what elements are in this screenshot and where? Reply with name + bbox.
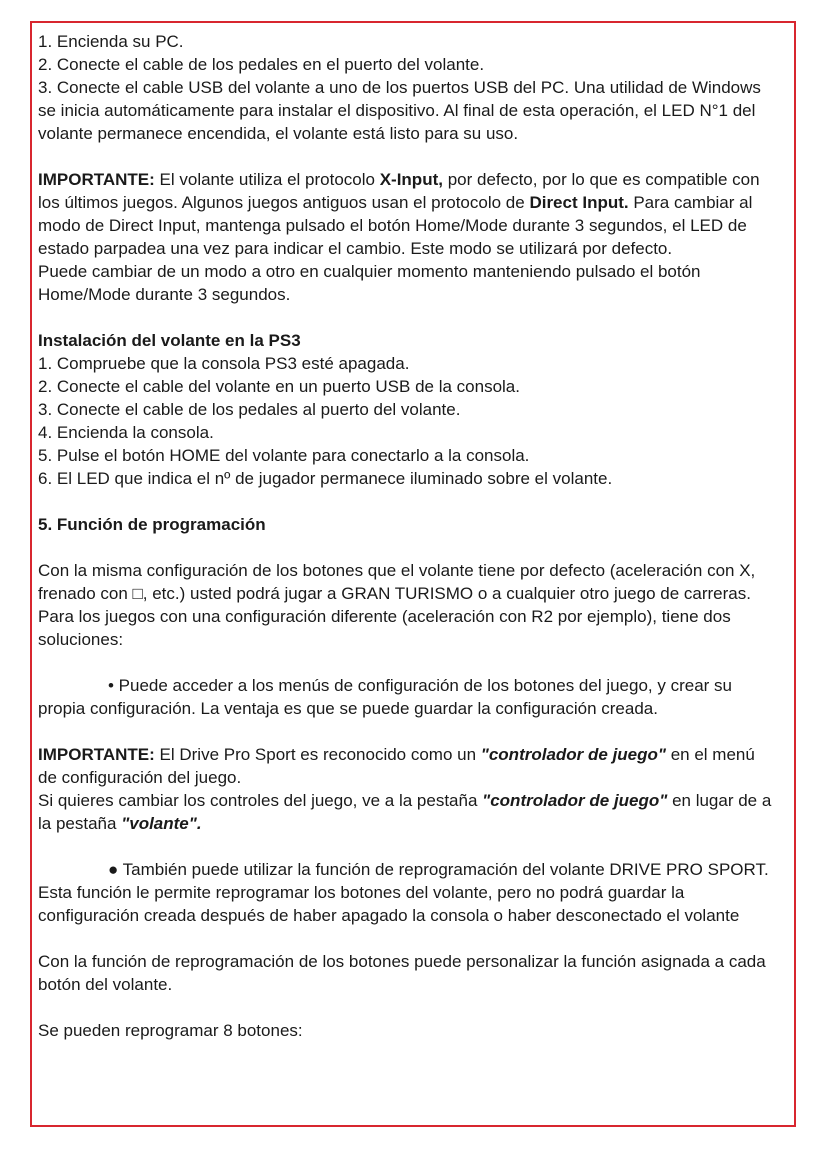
- important-label: IMPORTANTE:: [38, 745, 155, 764]
- ps3-step: 4. Encienda la consola.: [38, 423, 214, 442]
- note-text: en lugar de a la pestaña: [38, 791, 772, 833]
- mode-switch-note: Puede cambiar de un modo a otro en cualquier momento manteniendo pulsado el botón Home/Mode durante 3 segundos.: [38, 262, 701, 304]
- ps3-step: 2. Conecte el cable del volante en un puerto USB de la consola.: [38, 377, 520, 396]
- bullet-game-menu: • Puede acceder a los menús de configuración de los botones del juego, y crear su propia configuración. La ventaja es que se puede guardar la configuración creada.: [38, 676, 733, 718]
- bullet-reprogramming: ● También puede utilizar la función de reprogramación del volante DRIVE PRO SPORT. Esta función le permite reprogramar los botones del volante, pero no podrá guardar la configuración creada después de haber apagado la consola o haber desconectado el volante: [38, 860, 769, 925]
- document-body: [38, 30, 778, 1042]
- important-text: El volante utiliza el protocolo: [154, 170, 380, 189]
- controller-tab-term: "controlador de juego": [482, 791, 668, 810]
- ps3-step: 1. Compruebe que la consola PS3 esté apagada.: [38, 354, 410, 373]
- pc-step-3: 3. Conecte el cable USB del volante a uno de los puertos USB del PC. Una utilidad de Windows se inicia automáticamente para instalar el dispositivo. Al final de esta operación, el LED N°1 del volante permanece encendida, el volante está listo para su uso.: [38, 78, 761, 143]
- important-controller-note: [38, 743, 778, 789]
- important-text: por defecto, por lo que es compatible con los últimos juegos. Algunos juegos antiguos usan el protocolo de: [38, 170, 760, 212]
- important-protocol-note: [38, 168, 778, 260]
- wheel-tab-term: "volante".: [121, 814, 202, 833]
- ps3-step: 5. Pulse el botón HOME del volante para conectarlo a la consola.: [38, 446, 530, 465]
- ps3-heading: Instalación del volante en la PS3: [38, 331, 301, 350]
- important-text: en el menú de configuración del juego.: [38, 745, 755, 787]
- important-text: Para cambiar al modo de Direct Input, mantenga pulsado el botón Home/Mode durante 3 segundos, el LED de estado parpadea una vez para indicar el cambio. Este modo se utilizará por defecto.: [38, 193, 753, 258]
- controller-tab-note: [38, 789, 778, 835]
- pc-step-2: 2. Conecte el cable de los pedales en el puerto del volante.: [38, 55, 485, 74]
- xinput-label: X-Input,: [379, 170, 443, 189]
- important-text: El Drive Pro Sport es reconocido como un: [154, 745, 481, 764]
- controller-term: "controlador de juego": [480, 745, 666, 764]
- section5-heading: 5. Función de programación: [38, 515, 266, 534]
- pc-step-1: 1. Encienda su PC.: [38, 32, 184, 51]
- section5-intro: Con la misma configuración de los botones que el volante tiene por defecto (aceleración con X, frenado con □, etc.) usted podrá jugar a GRAN TURISMO o a cualquier otro juego de carreras. Para los juegos con una configuración diferente (aceleración con R2 por ejemplo), tiene dos soluciones:: [38, 561, 756, 649]
- important-label: IMPORTANTE:: [38, 170, 155, 189]
- ps3-step: 3. Conecte el cable de los pedales al puerto del volante.: [38, 400, 461, 419]
- reprogramming-description: Con la función de reprogramación de los botones puede personalizar la función asignada a cada botón del volante.: [38, 952, 766, 994]
- ps3-step: 6. El LED que indica el nº de jugador permanece iluminado sobre el volante.: [38, 469, 613, 488]
- reprogrammable-count: Se pueden reprogramar 8 botones:: [38, 1021, 303, 1040]
- direct-input-label: Direct Input.: [529, 193, 629, 212]
- note-text: Si quieres cambiar los controles del juego, ve a la pestaña: [38, 791, 483, 810]
